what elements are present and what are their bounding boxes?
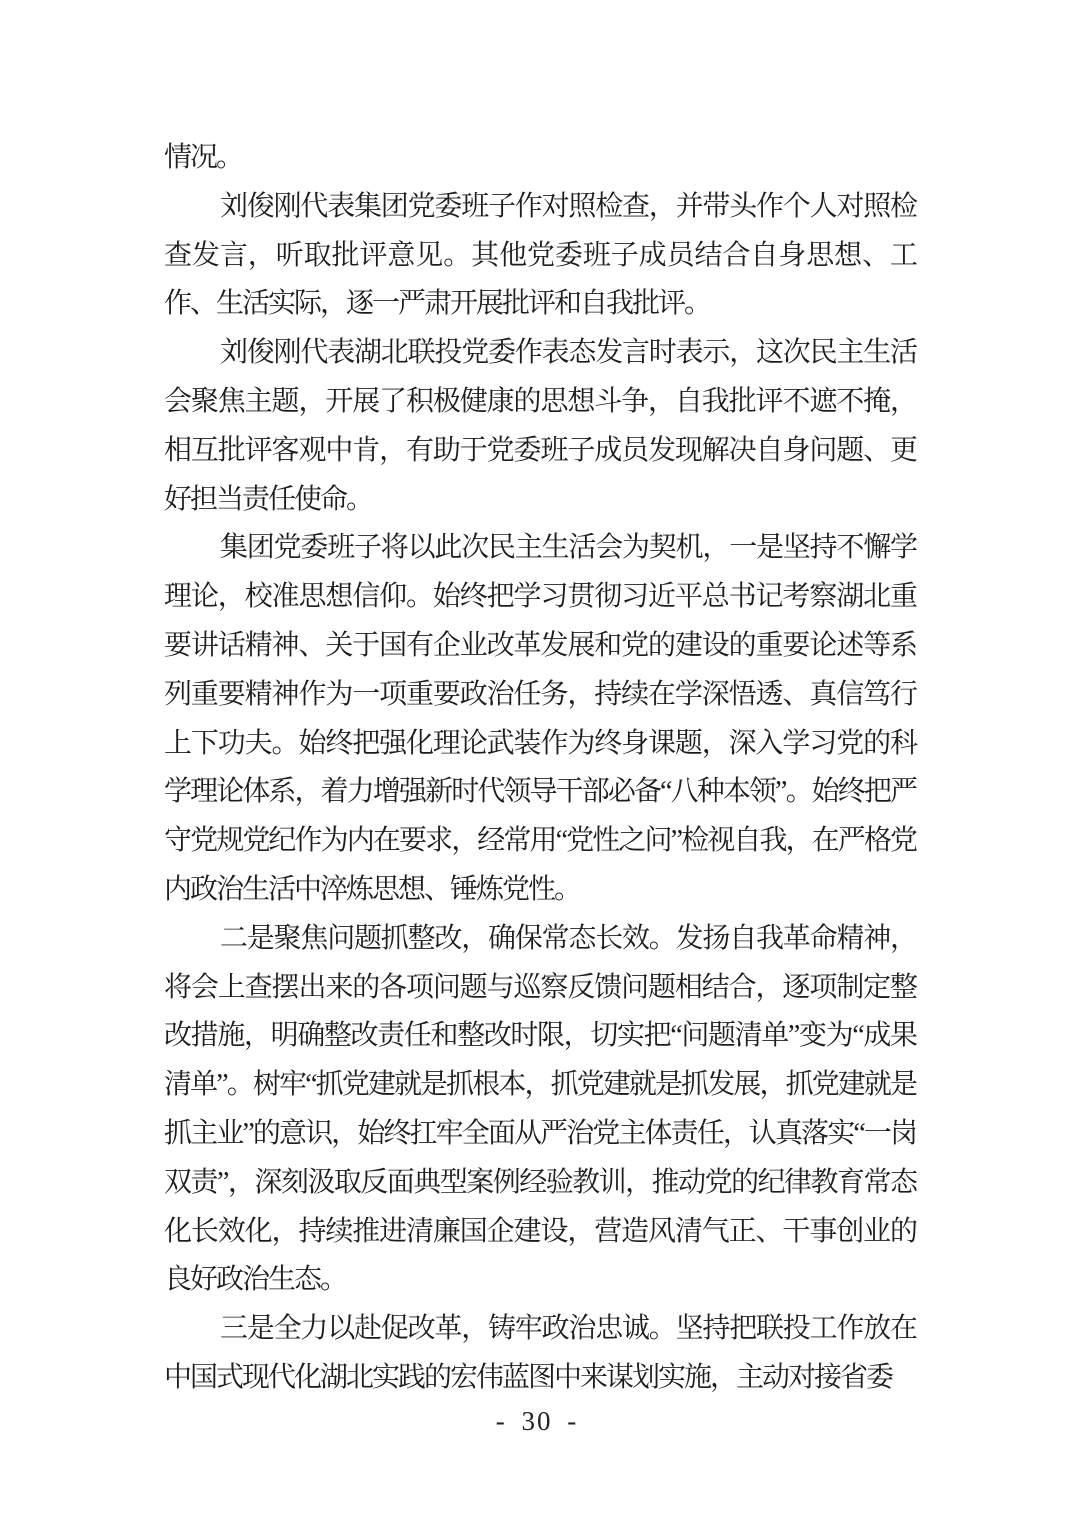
page-number: - 30 -	[495, 1406, 579, 1436]
paragraph: 三是全力以赴促改革，铸牢政治忠诚。坚持把联投工作放在中国式现代化湖北实践的宏伟蓝图中来谋划实施，主动对接省委	[164, 1313, 916, 1393]
paragraph: 刘俊刚代表湖北联投党委作表态发言时表示，这次民主生活会聚焦主题，开展了积极健康的思想斗争，自我批评不遮不掩，相互批评客观中肯，有助于党委班子成员发现解决自身问题、更好担当责任使命。	[164, 337, 916, 515]
paragraph: 二是聚焦问题抓整改，确保常态长效。发扬自我革命精神，将会上查摆出来的各项问题与巡察反馈问题相结合，逐项制定整改措施，明确整改责任和整改时限，切实把“问题清单”变为“成果清单”。树牢“抓党建就是抓根本，抓党建就是抓发展，抓党建就是抓主业”的意识，始终扛牢全面从严治党主体责任，认真落实“一岗双责”，深刻汲取反面典型案例经验教训，推动党的纪律教育常态化长效化，持续推进清廉国企建设，营造风清气正、干事创业的良好政治生态。	[164, 922, 916, 1296]
paragraph: 刘俊刚代表集团党委班子作对照检查，并带头作个人对照检查发言，听取批评意见。其他党委班子成员结合自身思想、工作、生活实际，逐一严肃开展批评和自我批评。	[164, 190, 916, 320]
paragraph: 情况。	[164, 142, 243, 173]
document-body	[164, 134, 916, 1403]
paragraph: 集团党委班子将以此次民主生活会为契机，一是坚持不懈学理论，校准思想信仰。始终把学习贯彻习近平总书记考察湖北重要讲话精神、关于国有企业改革发展和党的建设的重要论述等系列重要精神作为一项重要政治任务，持续在学深悟透、真信笃行上下功夫。始终把强化理论武装作为终身课题，深入学习党的科学理论体系，着力增强新时代领导干部必备“八种本领”。始终把严守党规党纪作为内在要求，经常用“党性之问”检视自我，在严格党内政治生活中淬炼思想、锤炼党性。	[164, 532, 916, 905]
